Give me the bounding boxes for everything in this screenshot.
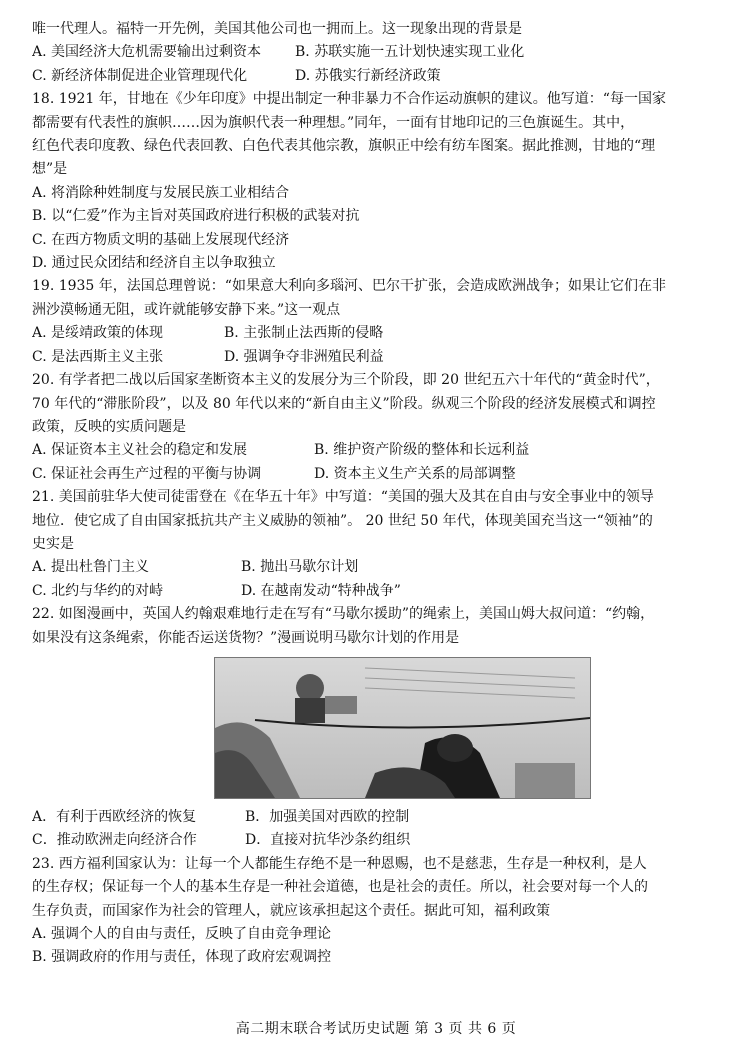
- question-stem-line: 19. 1935 年，法国总理曾说：“如果意大利向多瑙河、巴尔干扩张，会造成欧洲战争；如果让它们在非: [32, 278, 666, 295]
- option-c: C. 在西方物质文明的基础上发展现代经济: [32, 231, 290, 248]
- option-a: A. 提出杜鲁门主义: [32, 559, 150, 576]
- option-d: D. 资本主义生产关系的局部调整: [314, 465, 516, 482]
- question-stem-line: 想”是: [32, 161, 68, 178]
- option-a: A. 保证资本主义社会的稳定和发展: [32, 442, 248, 459]
- question-stem-line: 红色代表印度教、绿色代表回教、白色代表其他宗教，旗帜正中绘有纺车图案。据此推测，甘地的“理: [32, 138, 656, 155]
- option-a: A．有利于西欧经济的恢复: [32, 808, 197, 825]
- option-c: C. 是法西斯主义主张: [32, 348, 164, 365]
- question-stem-line: 生存负责，而国家作为社会的管理人，就应该承担起这个责任。据此可知，福利政策: [32, 902, 550, 919]
- page-footer: 高二期末联合考试历史试题 第 3 页 共 6 页: [235, 1021, 517, 1037]
- option-a: A. 将消除种姓制度与发展民族工业相结合: [32, 184, 290, 201]
- question-stem-line: 18. 1921 年，甘地在《少年印度》中提出制定一种非暴力不合作运动旗帜的建议。他写道：“每一国家: [32, 91, 666, 108]
- question-stem-line: 史实是: [32, 535, 74, 552]
- option-a: A. 美国经济大危机需要输出过剩资本: [32, 44, 262, 61]
- option-b: B. 苏联实施一五计划快速实现工业化: [295, 44, 525, 61]
- option-b: B. 抛出马歇尔计划: [241, 559, 359, 576]
- cartoon-drawing: [215, 658, 590, 798]
- question-21: [32, 486, 722, 603]
- question-19: [32, 275, 722, 369]
- option-b: B. 维护资产阶级的整体和长远利益: [314, 442, 530, 459]
- option-b: B. 主张制止法西斯的侵略: [224, 325, 384, 342]
- question-20: [32, 369, 722, 486]
- question-stem-line: 政策，反映的实质问题是: [32, 418, 186, 435]
- option-row: [32, 463, 722, 486]
- question-stem-line: 的生存权；保证每一个人的基本生存是一种社会道德，也是社会的责任。所以，社会要对每一个人的: [32, 879, 648, 896]
- question-stem-line: 地位．使它成了自由国家抵抗共产主义威胁的领袖”。 20 世纪 50 年代，体现美国充当这一“领袖”的: [32, 512, 653, 529]
- option-c: C. 北约与华约的对峙: [32, 582, 164, 599]
- option-row: [32, 346, 722, 369]
- question-18: [32, 88, 722, 275]
- option-row: [32, 439, 722, 462]
- exam-page: [32, 18, 722, 970]
- option-row: [32, 806, 722, 829]
- question-stem-line: 唯一代理人。福特一开先例，美国其他公司也一拥而上。这一现象出现的背景是: [32, 21, 522, 37]
- option-row: [32, 41, 722, 64]
- option-row: [32, 65, 722, 88]
- option-d: D．直接对抗华沙条约组织: [245, 832, 411, 849]
- option-d: D. 在越南发动“特种战争”: [241, 582, 401, 599]
- question-stem-line: 21. 美国前驻华大使司徒雷登在《在华五十年》中写道：“美国的强大及其在自由与安全事业中的领导: [32, 489, 654, 506]
- question-stem-line: 洲沙漠畅通无阻，或许就能够安静下来。”这一观点: [32, 301, 341, 318]
- option-b: B．加强美国对西欧的控制: [245, 808, 410, 825]
- question-stem-line: 70 年代的“滞胀阶段”，以及 80 年代以来的“新自由主义”阶段。纵观三个阶段的经济发展模式和调控: [32, 395, 656, 412]
- option-c: C. 保证社会再生产过程的平衡与协调: [32, 465, 262, 482]
- option-row: [32, 829, 722, 852]
- question-stem-line: 23. 西方福利国家认为：让每一个人都能生存绝不是一种恩赐，也不是慈悲，生存是一种权利，是人: [32, 855, 647, 872]
- marshall-plan-cartoon: [214, 657, 591, 799]
- option-c: C．推动欧洲走向经济合作: [32, 832, 197, 849]
- option-a: A. 强调个人的自由与责任，反映了自由竞争理论: [32, 926, 332, 942]
- option-b: B. 以“仁爱”作为主旨对英国政府进行积极的武装对抗: [32, 208, 360, 225]
- option-d: D. 强调争夺非洲殖民利益: [224, 348, 384, 365]
- option-row: [32, 580, 722, 603]
- option-row: [32, 322, 722, 345]
- option-b: B. 强调政府的作用与责任，体现了政府宏观调控: [32, 949, 332, 966]
- question-22: [32, 603, 722, 853]
- option-c: C. 新经济体制促进企业管理现代化: [32, 67, 248, 84]
- option-d: D. 通过民众团结和经济自主以争取独立: [32, 255, 276, 272]
- question-17: [32, 18, 722, 88]
- option-a: A. 是绥靖政策的体现: [32, 325, 164, 342]
- question-23: [32, 853, 722, 970]
- question-stem-line: 如果没有这条绳索，你能否运送货物？”漫画说明马歇尔计划的作用是: [32, 629, 460, 646]
- option-d: D. 苏俄实行新经济政策: [295, 67, 441, 84]
- question-stem-line: 都需要有代表性的旗帜……因为旗帜代表一种理想。”同年，一面有甘地印记的三色旗诞生。其中，: [32, 114, 635, 131]
- question-stem-line: 20. 有学者把二战以后国家垄断资本主义的发展分为三个阶段，即 20 世纪五六十年代的“黄金时代”，: [32, 372, 660, 389]
- question-stem-line: 22. 如图漫画中，英国人约翰艰难地行走在写有“马歇尔援助”的绳索上，美国山姆大叔问道：“约翰，: [32, 606, 655, 623]
- option-row: [32, 556, 722, 579]
